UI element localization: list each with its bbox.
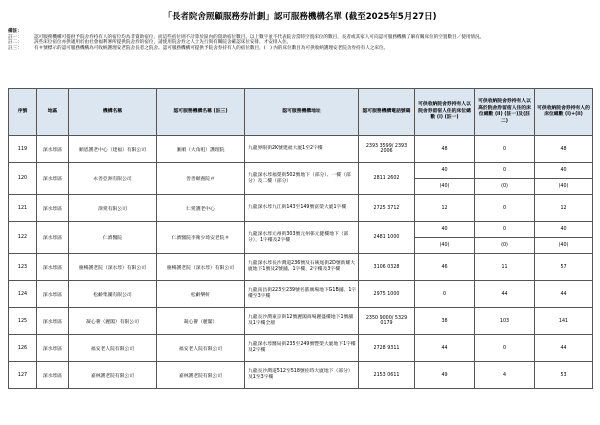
notes-section (8, 29, 592, 51)
table-row (9, 163, 593, 179)
cell-seq: 127 (9, 362, 37, 389)
cell-home: 嘉林護老院有限公司 (157, 362, 245, 389)
cell-seq: 124 (9, 281, 37, 308)
cell-org: 永善亞洲有限公司 (69, 163, 157, 195)
cell-district: 深水埗區 (37, 195, 69, 222)
cell-org: 仁濟醫院 (69, 222, 157, 254)
cell-places-i: 38 (415, 308, 475, 335)
note-text: 該些床位宿位亦供適用於由社會福利署所提供院舍券的宿位，請使用院舍券之人士先行與有關院舍確認床位安排，才安排入住。 (34, 40, 292, 46)
cell-home: 凝心薈（麗閣） (157, 308, 245, 335)
cell-places-ii-nursing: (0) (475, 238, 535, 254)
cell-district: 深水埗區 (37, 222, 69, 254)
table-row (9, 254, 593, 281)
cell-places-i-nursing: (40) (415, 179, 475, 195)
table-row (9, 335, 593, 362)
cell-address: 九龍界限街2K號建福大廈1至2字樓 (245, 136, 359, 163)
header-home-name: 認可服務機構名稱 (註三) (157, 89, 245, 136)
cell-district: 深水埗區 (37, 362, 69, 389)
cell-places-i-nursing: (40) (415, 238, 475, 254)
cell-places-total-nursing: (40) (535, 238, 593, 254)
table-row (9, 281, 593, 308)
cell-phone: 2481 1000 (359, 222, 415, 254)
cell-places-i: 46 (415, 254, 475, 281)
header-org-name: 機構名稱 (69, 89, 157, 136)
cell-district: 深水埗區 (37, 308, 69, 335)
cell-places-i: 40 (415, 222, 475, 238)
cell-places-i: 44 (415, 335, 475, 362)
cell-phone: 2393 3599/ 2393 2006 (359, 136, 415, 163)
cell-places-total-nursing: (40) (535, 179, 593, 195)
cell-places-ii: 44 (475, 281, 535, 308)
cell-home: 慶暢護老院（深水埗）有限公司 (157, 254, 245, 281)
cell-district: 深水埗區 (37, 281, 69, 308)
cell-address: 九龍長沙灣道512至518號佐時大廈地下（部分）及1至3字樓 (245, 362, 359, 389)
header-places-ii: 可供收納院舍券持有人以高於院舍券留宿人住的床位總數 (ii) (註一)及(註二) (475, 89, 535, 136)
cell-phone: 2728 9311 (359, 335, 415, 362)
cell-address: 九龍長沙灣東京街12號麗閣商場麗盛樓地下1號舖及1字樓全層 (245, 308, 359, 335)
header-places-i: 可供收納院舍券持有人以院舍券留宿人住的床位總數 (i) (註一) (415, 89, 475, 136)
table-row (9, 222, 593, 238)
note-key: 註三： (8, 45, 22, 51)
cell-org: 福安老人院有限公司 (69, 335, 157, 362)
note-text: 認可服務機構可提供予院舍券持有人的宿位均為非資助宿位，而這些宿位則不計算於區內的資助宿位數目。以上數字並不代表院舍當時空置床位的數目，長者或其家人可向認可服務機構了解有關床位的空置數目／使用情況。 (34, 34, 485, 40)
header-places-total: 可供收納院舍券持有人的床位總數 (i)+(ii) (535, 89, 593, 136)
cell-home: 仁濟醫院李衛少琦安老院＃ (157, 222, 245, 254)
cell-seq: 121 (9, 195, 37, 222)
cell-places-total: 48 (535, 136, 593, 163)
cell-home: 松齡樂軒 (157, 281, 245, 308)
note-key: 註二： (8, 40, 22, 46)
cell-seq: 125 (9, 308, 37, 335)
cell-org: 澤愛有限公司 (69, 195, 157, 222)
cell-org: 松齡集團有限公司 (69, 281, 157, 308)
cell-places-ii: 0 (475, 136, 535, 163)
cell-places-i: 12 (415, 195, 475, 222)
cell-seq: 126 (9, 335, 37, 362)
cell-places-total: 53 (535, 362, 593, 389)
cell-places-i: 0 (415, 281, 475, 308)
cell-home: 善善頤養院＃ (157, 163, 245, 195)
cell-places-i: 40 (415, 163, 475, 179)
cell-address: 九龍南昌街223至239號名都廣場地下G1B舖、1字樓至3字樓 (245, 281, 359, 308)
cell-places-ii: 0 (475, 163, 535, 179)
cell-seq: 120 (9, 163, 37, 195)
cell-seq: 122 (9, 222, 37, 254)
cell-home: 福安老人院有限公司 (157, 335, 245, 362)
cell-phone: 2350 9000/ 5329 0179 (359, 308, 415, 335)
cell-seq: 119 (9, 136, 37, 163)
cell-home: 仁愛護老中心 (157, 195, 245, 222)
cell-places-i: 49 (415, 362, 475, 389)
cell-places-ii: 103 (475, 308, 535, 335)
note-text: 有＃號標示的認可服務機構為可收納護理安老院舍長者之院舍。認可服務機構可提供予院舍券持有人的宿位數目，( ) 內的床位數目為可供收納護理安老院舍券持有人之床位。 (34, 45, 389, 51)
cell-seq: 123 (9, 254, 37, 281)
cell-home: 滙順（大角咀）護理院 (157, 136, 245, 163)
cell-org: 嘉林護老院有限公司 (69, 362, 157, 389)
cell-phone: 2725 3712 (359, 195, 415, 222)
header-seq: 序號 (9, 89, 37, 136)
cell-places-total: 57 (535, 254, 593, 281)
cell-places-total: 141 (535, 308, 593, 335)
table-row (9, 308, 593, 335)
cell-address: 九龍深水埗福榮街502號地下（部分）、一樓（部分）及二樓（部分） (245, 163, 359, 195)
cell-address: 九龍深水埗長沙灣道236號及石硤尾街2D號新耀大廈地下1號及2號舖、1字樓、2字樓及3字樓 (245, 254, 359, 281)
cell-org: 凝心薈（麗閣）有限公司 (69, 308, 157, 335)
cell-district: 深水埗區 (37, 335, 69, 362)
cell-address: 九龍深水埗醫局街235至249號豐榮大廈地下1字樓及2字樓 (245, 335, 359, 362)
cell-places-total: 40 (535, 163, 593, 179)
cell-places-ii: 0 (475, 335, 535, 362)
cell-org: 慶暢護老院（深水埗）有限公司 (69, 254, 157, 281)
note-item (8, 46, 592, 52)
table-header-row (9, 89, 593, 136)
cell-places-ii-nursing: (0) (475, 179, 535, 195)
providers-table (8, 88, 593, 389)
cell-district: 深水埗區 (37, 163, 69, 195)
cell-phone: 2153 0611 (359, 362, 415, 389)
table-row (9, 362, 593, 389)
cell-address: 九龍深水埗九江街143至149號富榮大廈1字樓 (245, 195, 359, 222)
cell-places-i: 48 (415, 136, 475, 163)
table-row (9, 195, 593, 222)
table-row (9, 136, 593, 163)
cell-phone: 3106 0328 (359, 254, 415, 281)
page-title: 「長者院舍照顧服務券計劃」認可服務機構名單 (截至2025年5月27日) (163, 12, 437, 22)
cell-district: 深水埗區 (37, 254, 69, 281)
notes-label: 備註： (8, 29, 22, 34)
cell-places-total: 40 (535, 222, 593, 238)
header-address: 認可服務機構地址 (245, 89, 359, 136)
header-phone: 認可服務機構電話號碼 (359, 89, 415, 136)
cell-org: 順恩護老中心（建福）有限公司 (69, 136, 157, 163)
cell-places-total: 44 (535, 281, 593, 308)
cell-places-total: 44 (535, 335, 593, 362)
cell-address: 九龍深水埗元州街303號元州邨元健樓地下（部分）、1字樓及2字樓 (245, 222, 359, 254)
cell-places-total: 12 (535, 195, 593, 222)
cell-phone: 2975 1000 (359, 281, 415, 308)
cell-places-ii: 4 (475, 362, 535, 389)
cell-places-ii: 0 (475, 222, 535, 238)
header-district: 地區 (37, 89, 69, 136)
note-key: 註一： (8, 34, 22, 40)
cell-places-ii: 0 (475, 195, 535, 222)
cell-district: 深水埗區 (37, 136, 69, 163)
cell-phone: 2811 2602 (359, 163, 415, 195)
cell-places-ii: 11 (475, 254, 535, 281)
